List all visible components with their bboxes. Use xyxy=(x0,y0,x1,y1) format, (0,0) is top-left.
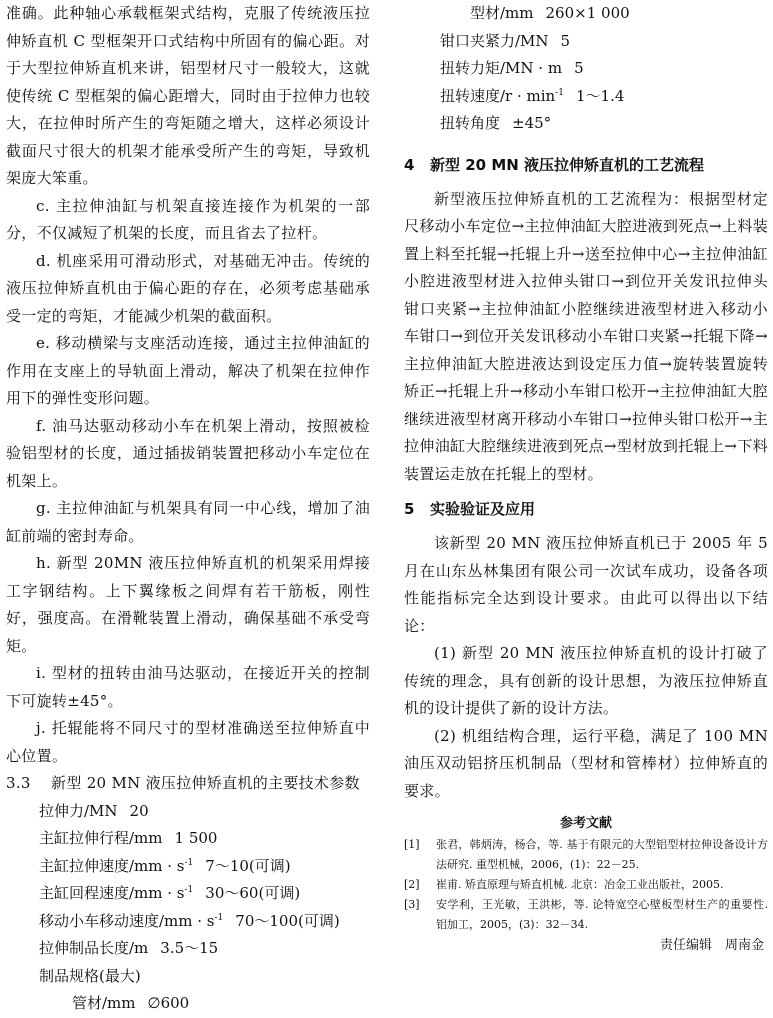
reference-text: 安学利，王光敏，王洪彬，等. 论特宽空心壁板型材生产的重要性. 铝加工，2005，(3)：32－34. xyxy=(436,898,768,931)
spec-row xyxy=(6,935,370,963)
spec-label: 主缸拉伸行程/mm xyxy=(39,829,163,847)
section-number: 3.3 xyxy=(6,774,31,792)
reference-item xyxy=(404,835,768,875)
spec-value: 5 xyxy=(574,59,584,77)
spec-row xyxy=(404,0,768,28)
right-column xyxy=(404,0,768,957)
spec-value: ∅600 xyxy=(147,994,190,1012)
spec-row xyxy=(404,55,768,83)
section-4-heading xyxy=(404,154,768,176)
reference-item xyxy=(404,875,768,895)
spec-label: 制品规格(最大) xyxy=(39,966,141,985)
process-flow-paragraph: 新型液压拉伸矫直机的工艺流程为：根据型材定尺移动小车定位→主拉伸油缸大腔进液到死点→上料装置上料至托辊→托辊上升→送至拉伸中心→主拉伸油缸小腔进液型材进入拉伸头钳口→到位开关发讯拉伸头钳口夹紧→主拉伸油缸小腔继续进液型材进入移动小车钳口→到位开关发讯移动小车钳口夹紧→托辊下降→主拉伸油缸大腔进液达到设定压力值→旋转装置旋转矫正→托辊上升→移动小车钳口松开→主拉伸油缸大腔继续进液型材离开移动小车钳口→拉伸头钳口松开→主拉伸油缸大腔继续进液到死点→型材放到托辊上→下料装置运走放在托辊上的型材。 xyxy=(404,189,768,483)
reference-text: 崔甫. 矫直原理与矫直机械. 北京：冶金工业出版社，2005. xyxy=(436,878,724,891)
feature-item-e: e. 移动横梁与支座活动连接，通过主拉伸油缸的作用在支座上的导轨面上滑动，解决了机架在拉伸作用下的弹性变形问题。 xyxy=(6,334,370,407)
feature-item-f: f. 油马达驱动移动小车在机架上滑动，按照被检验铝型材的长度，通过插拔销装置把移动小车定位在机架上。 xyxy=(6,416,370,490)
conclusion-1: (1) 新型 20 MN 液压拉伸矫直机的设计打破了传统的理念，具有创新的设计思想，为液压拉伸矫直机的设计提供了新的设计方法。 xyxy=(404,644,768,717)
spec-label: 拉伸制品长度/m xyxy=(39,939,149,957)
spec-label: 管材/mm xyxy=(72,994,136,1012)
reference-number: [1] xyxy=(404,838,420,851)
spec-label: 主缸回程速度/mm · s xyxy=(39,884,185,902)
spec-value: 5 xyxy=(560,31,571,50)
spec-list-continued xyxy=(404,0,768,138)
feature-item-i: i. 型材的扭转由油马达驱动，在接近开关的控制下可旋转±45°。 xyxy=(6,664,370,710)
feature-item-c: c. 主拉伸油缸与机架直接连接作为机架的一部分，不仅减短了机架的长度，而且省去了拉杆。 xyxy=(6,196,370,242)
spec-value: 20 xyxy=(129,801,149,820)
section-3-3-heading xyxy=(6,770,370,798)
spec-label: 移动小车移动速度/mm · s xyxy=(39,911,215,930)
body-paragraph: 准确。此种轴心承载框架式结构，克服了传统液压拉伸矫直机 C 型框架开口式结构中所固有的偏心距。对于大型拉伸矫直机来讲，铝型材尺寸一般较大，这就使传统 C 型框架的偏心距增大，同时由于拉伸力也较大，在拉伸时所产生的弯矩随之增大，这样必须设计截面尺寸很大的机架才能承受所产生的弯矩，导致机架庞大笨重。 xyxy=(6,4,370,187)
reference-item xyxy=(404,895,768,935)
spec-label: 主缸拉伸速度/mm · s xyxy=(39,856,185,875)
spec-label: 扭转力矩/MN · m xyxy=(440,59,563,77)
section-title: 新型 20 MN 液压拉伸矫直机的工艺流程 xyxy=(430,155,705,174)
spec-value: 7～10(可调) xyxy=(205,856,291,875)
feature-item-d: d. 机座采用可滑动形式，对基础无冲击。传统的液压拉伸矫直机由于偏心距的存在，必须考虑基础承受一定的弯矩，才能减少机架的截面积。 xyxy=(6,251,370,325)
spec-row xyxy=(404,110,768,138)
spec-unit-exponent: -1 xyxy=(555,87,564,98)
spec-value: 1～1.4 xyxy=(576,86,625,105)
section-5-heading xyxy=(404,498,768,520)
spec-value: 3.5～15 xyxy=(160,939,219,957)
spec-label: 拉伸力/MN xyxy=(39,801,118,820)
body-paragraph: 该新型 20 MN 液压拉伸矫直机已于 2005 年 5 月在山东丛林集团有限公司一次试车成功，设备各项性能指标完全达到设计要求。由此可以得出以下结论： xyxy=(404,534,768,635)
spec-row xyxy=(6,853,370,881)
spec-row xyxy=(6,798,370,826)
responsible-editor: 责任编辑 周南金 xyxy=(659,938,764,953)
references-list xyxy=(404,835,768,935)
spec-unit-exponent: -1 xyxy=(184,885,194,895)
spec-label: 钳口夹紧力/MN xyxy=(440,31,549,50)
spec-row xyxy=(6,825,370,853)
spec-row xyxy=(6,880,370,908)
feature-item-j: j. 托辊能将不同尺寸的型材准确送至拉伸矫直中心位置。 xyxy=(6,719,370,765)
spec-row xyxy=(404,28,768,56)
left-column xyxy=(6,0,370,1018)
spec-unit-exponent: -1 xyxy=(214,912,224,923)
spec-label: 型材/mm xyxy=(470,4,534,22)
spec-value: ±45° xyxy=(512,114,552,132)
spec-row-tube xyxy=(6,990,370,1018)
spec-value: 30～60(可调) xyxy=(205,884,301,902)
spec-row xyxy=(6,908,370,936)
spec-value: 260×1 000 xyxy=(545,4,630,22)
reference-number: [3] xyxy=(404,898,420,911)
references-heading: 参考文献 xyxy=(559,816,612,831)
spec-value: 70～100(可调) xyxy=(235,911,340,930)
section-number: 4 xyxy=(404,155,415,174)
spec-list xyxy=(6,798,370,991)
section-number: 5 xyxy=(404,500,415,518)
reference-number: [2] xyxy=(404,878,420,891)
conclusion-2: (2) 机组结构合理，运行平稳，满足了 100 MN 油压双动铝挤压机制品（型材和管棒材）拉伸矫直的要求。 xyxy=(404,726,768,800)
section-title: 实验验证及应用 xyxy=(430,500,536,518)
spec-label: 扭转速度/r · min xyxy=(440,86,556,105)
feature-item-g: g. 主拉伸油缸与机架具有同一中心线，增加了油缸前端的密封寿命。 xyxy=(6,499,370,545)
section-title: 新型 20 MN 液压拉伸矫直机的主要技术参数 xyxy=(51,774,360,792)
spec-value: 1 500 xyxy=(174,829,218,847)
spec-row xyxy=(404,83,768,111)
reference-text: 张君，韩炳涛，杨合，等. 基于有限元的大型铝型材拉伸设备设计方法研究. 重型机械，2006，(1)：22－25. xyxy=(436,838,768,871)
feature-item-h: h. 新型 20MN 液压拉伸矫直机的机架采用焊接工字钢结构。上下翼缘板之间焊有若干筋板，刚性好，强度高。在滑靴装置上滑动，确保基础不承受弯矩。 xyxy=(6,554,370,655)
spec-row xyxy=(6,963,370,991)
spec-label: 扭转角度 xyxy=(440,114,501,132)
spec-unit-exponent: -1 xyxy=(184,857,194,868)
